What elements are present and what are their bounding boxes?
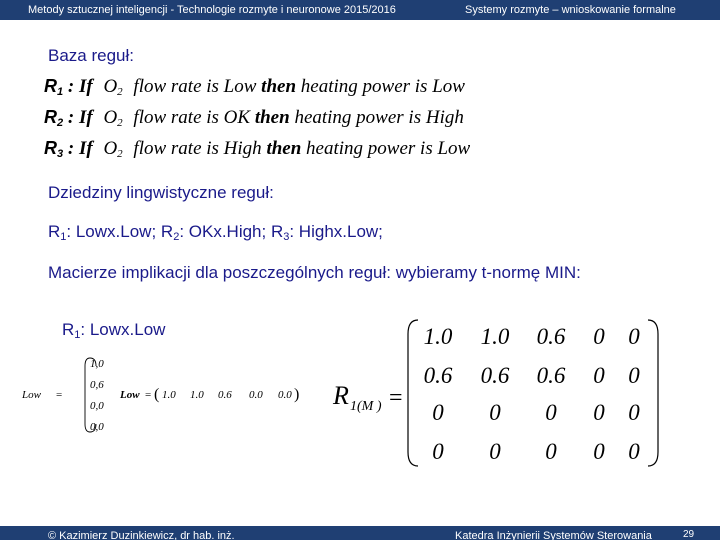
matrix-cell: 0 [628, 400, 640, 425]
low-vector-value: 1,0 [90, 358, 104, 370]
author: © Kazimierz Duzinkiewicz, dr hab. inż. [48, 530, 235, 540]
svg-text:=: = [145, 389, 152, 401]
page-number: 29 [683, 529, 695, 540]
svg-text:=: = [56, 389, 63, 401]
if-keyword: : If [67, 76, 93, 97]
matrix-cell: 1.0 [423, 324, 453, 349]
matrix-cell: 0.6 [536, 363, 566, 388]
then-keyword: then [266, 138, 302, 159]
matrix-label-sub: 1(M ) [350, 399, 382, 414]
rule-id: $R_2$ [44, 107, 64, 129]
section-title: Systemy rozmyte – wnioskowanie formalne [465, 4, 676, 16]
low-vector-value: 0,6 [90, 379, 104, 391]
matrix-cell: 0.6 [536, 324, 566, 349]
rule-id: $R_1$ [44, 76, 64, 98]
matrices-title: Macierze implikacji dla poszczególnych reguł: wybieramy t-normę MIN: [48, 263, 581, 282]
then-keyword: then [254, 107, 290, 128]
matrix-cell: 0 [628, 439, 640, 464]
department: Katedra Inżynierii Systemów Sterowania [455, 530, 652, 540]
matrix-cell: 0 [545, 400, 557, 425]
low-row-value: 0.0 [278, 389, 292, 401]
variable-o2: $O_2$ [103, 107, 123, 129]
matrix-cell: 0.6 [423, 363, 453, 388]
low-row-value: 0.6 [218, 389, 232, 401]
matrix-cells [424, 324, 641, 464]
matrix-cell: 0 [628, 324, 640, 349]
course-title: Metody sztucznej inteligencji - Technologie rozmyte i neuronowe 2015/2016 [28, 4, 396, 16]
slide-footer [0, 526, 720, 540]
low-vector-value: 0,0 [90, 400, 104, 412]
low-vector-label: Low [22, 389, 41, 401]
low-row-value: 1.0 [162, 389, 176, 401]
rule-conclusion: heating power is Low [306, 138, 471, 159]
low-row-value: 1.0 [190, 389, 204, 401]
matrix-cell: 0 [593, 324, 605, 349]
rule-conclusion: heating power is Low [300, 76, 465, 97]
matrix-cell: 0 [432, 439, 444, 464]
matrix-cell: 0 [432, 400, 444, 425]
matrix-cell: 1.0 [480, 324, 510, 349]
variable-o2: $O_2$ [103, 138, 123, 160]
svg-text:(: ( [154, 386, 160, 403]
low-vector-value: 0,0 [90, 421, 104, 433]
then-keyword: then [261, 76, 297, 97]
variable-o2: $O_2$ [103, 76, 123, 98]
if-keyword: : If [67, 138, 93, 159]
rule-conclusion: heating power is High [294, 107, 464, 128]
svg-text:): ) [294, 386, 300, 403]
matrix-cell: 0 [545, 439, 557, 464]
matrix-cell: 0 [593, 363, 605, 388]
rule-id: $R_3$ [44, 138, 64, 160]
if-keyword: : If [67, 107, 93, 128]
rule-condition: flow rate is High [133, 138, 262, 159]
matrix-label-r: R [333, 381, 349, 410]
low-row-label: Low [120, 389, 140, 401]
matrix-cell: 0 [593, 400, 605, 425]
rule-condition: flow rate is Low [133, 76, 257, 97]
matrix-cell: 0 [628, 363, 640, 388]
matrix-cell: 0 [593, 439, 605, 464]
domains-title: Dziedziny lingwistyczne reguł: [48, 183, 274, 202]
r1-label: $R_1$: Lowx.Low [62, 320, 166, 341]
matrix-cell: 0.6 [480, 363, 510, 388]
low-row-value: 0.0 [249, 389, 263, 401]
matrix-cell: 0 [489, 439, 501, 464]
matrix-left-bracket [408, 320, 418, 466]
domains-line: $R_1$: Lowx.Low; $R_2$: OKx.High; $R_3$: Highx.Low; [48, 222, 383, 243]
rule-condition: flow rate is OK [133, 107, 251, 128]
svg-text:=: = [389, 385, 403, 411]
rule-base-title: Baza reguł: [48, 46, 134, 65]
matrix-cell: 0 [489, 400, 501, 425]
matrix-right-bracket [648, 320, 658, 466]
